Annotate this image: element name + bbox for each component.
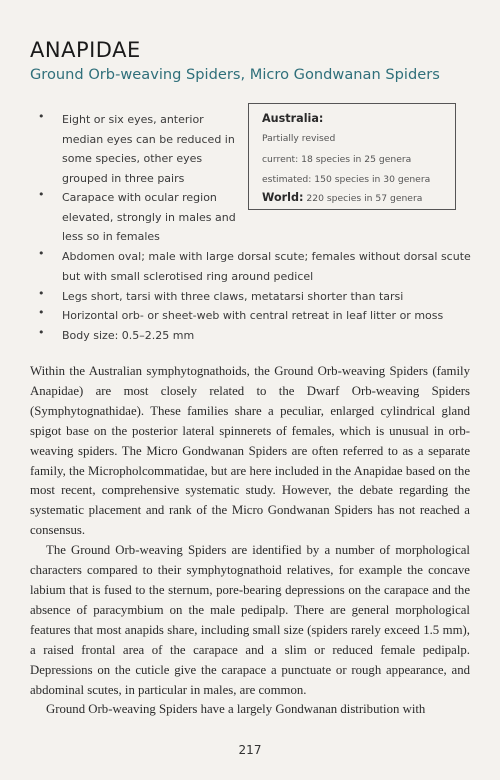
revision-status: Partially revised bbox=[262, 133, 336, 144]
species-count-box bbox=[248, 103, 456, 210]
common-names-subtitle: Ground Orb-weaving Spiders, Micro Gondwanan Spiders bbox=[30, 66, 440, 83]
feature-text: Horizontal orb- or sheet-web with central retreat in leaf litter or moss bbox=[62, 309, 444, 322]
feature-text: Eight or six eyes, anterior median eyes can be reduced in some species, other eyes grouped in three pairs bbox=[62, 113, 235, 185]
world-value: 220 species in 57 genera bbox=[306, 193, 423, 204]
estimated-species-count: estimated: 150 species in 30 genera bbox=[262, 174, 431, 185]
family-title: ANAPIDAE bbox=[30, 38, 141, 62]
feature-text: Legs short, tarsi with three claws, metatarsi shorter than tarsi bbox=[62, 290, 404, 303]
page-number: 217 bbox=[238, 743, 262, 757]
body-text bbox=[30, 362, 470, 720]
feature-text: Body size: 0.5–2.25 mm bbox=[62, 329, 195, 342]
bullet-icon: • bbox=[38, 306, 45, 319]
bullet-icon: • bbox=[38, 326, 45, 339]
world-species-count bbox=[262, 191, 422, 204]
feature-text: Abdomen oval; male with large dorsal scute; females without dorsal scute but with small sclerotised ring around pedicel bbox=[62, 250, 471, 283]
bullet-icon: • bbox=[38, 287, 45, 300]
paragraph: The Ground Orb-weaving Spiders are identified by a number of morphological characters compared to their symphytognathoid relatives, for example the concave labium that is fused to the sternum, pore-bearing depressions on the carapace and the absence of paracymbium on the male pedipalp. There are general morphological features that most anapids share, including small size (spiders rarely exceed 1.5 mm), a raised frontal area of the carapace and a slim or reduced female pedipalp. Depressions on the cuticle give the carapace a punctuate or rough appearance, and abdominal scutes, in particular in males, are common. bbox=[30, 543, 470, 697]
paragraph: Ground Orb-weaving Spiders have a largely Gondwanan distribution with bbox=[46, 702, 426, 717]
feature-text: Carapace with ocular region elevated, strongly in males and less so in females bbox=[62, 191, 236, 243]
bullet-icon: • bbox=[38, 110, 45, 123]
paragraph: Within the Australian symphytognathoids, the Ground Orb-weaving Spiders (family Anapidae) are most closely related to the Dwarf Orb-weaving Spiders (Symphytognathidae). These families share a peculiar, enlarged cylindrical gland spigot base on the posterior lateral spinnerets of females, which is unusual in orb-weaving spiders. The Micro Gondwanan Spiders are often referred to as a separate family, the Micropholcommatidae, but are here included in the Anapidae based on the most recent, comprehensive systematic study. However, the debate regarding the systematic placement and rank of the Micro Gondwanan Spiders has not reached a consensus. bbox=[30, 364, 470, 538]
current-species-count: current: 18 species in 25 genera bbox=[262, 154, 412, 165]
world-heading: World: bbox=[262, 191, 304, 204]
bullet-icon: • bbox=[38, 188, 45, 201]
australia-heading: Australia: bbox=[262, 112, 324, 125]
bullet-icon: • bbox=[38, 247, 45, 260]
